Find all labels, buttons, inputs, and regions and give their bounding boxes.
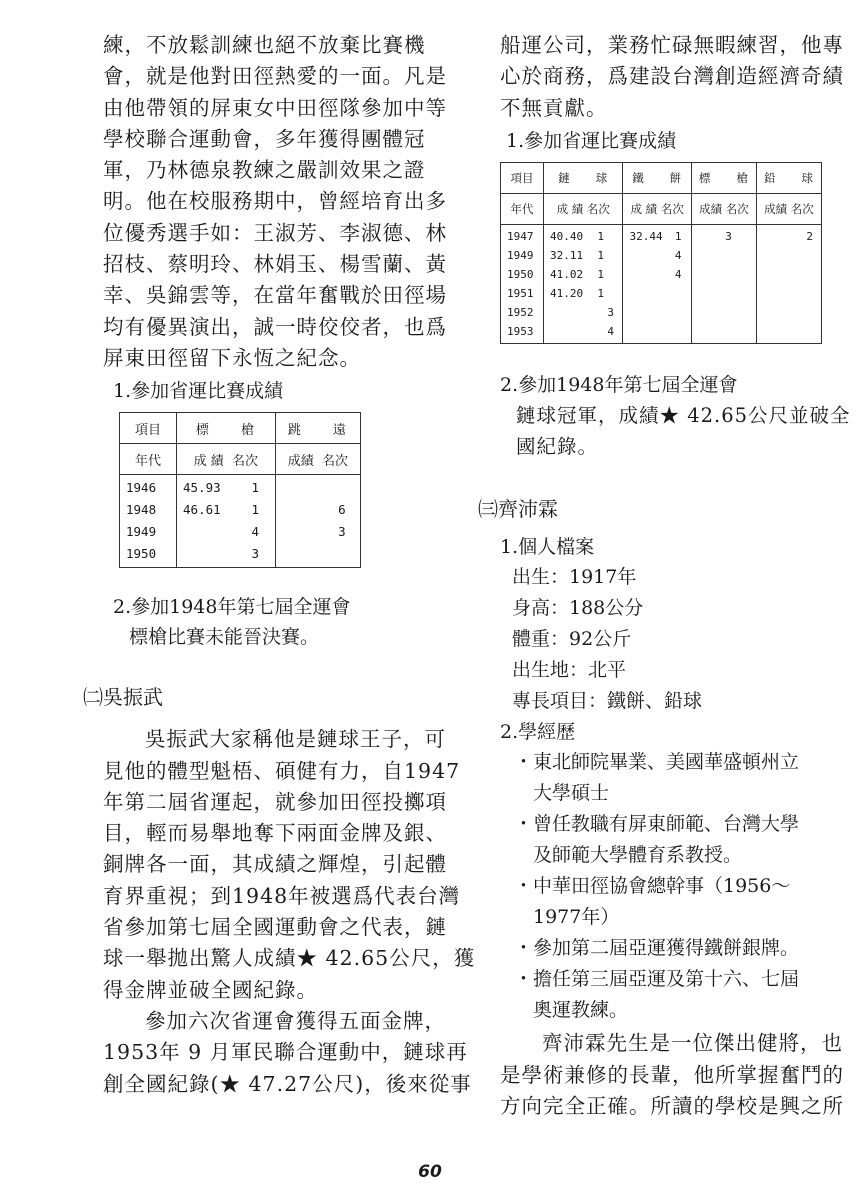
score-cell: 41.20 xyxy=(550,286,584,300)
text-line: 參加六次省運會獲得五面金牌， xyxy=(145,1008,446,1033)
rank-cell: 3 xyxy=(338,524,346,540)
year-cell: 1950 xyxy=(507,267,534,281)
rank-cell: 1 xyxy=(597,229,604,243)
results-table-lin xyxy=(119,412,361,568)
rank-cell: 1 xyxy=(251,480,259,496)
table-body xyxy=(501,224,822,343)
year-cell: 1951 xyxy=(507,286,534,300)
text-line: 不無貢獻。 xyxy=(500,95,608,120)
rank-cell: 1 xyxy=(597,248,604,262)
text-line: 會，就是他對田徑熱愛的一面。凡是 xyxy=(103,64,447,89)
subheader-score-rank: 成 績 名次 xyxy=(544,193,623,224)
subheader-score-rank: 成績 名次 xyxy=(275,444,360,475)
paragraph-wu-records xyxy=(103,1006,472,1100)
javelin-column xyxy=(691,224,756,343)
rank-cell: 4 xyxy=(251,524,259,540)
header-item: 項目 xyxy=(120,413,177,444)
header-shot-put: 鉛 球 xyxy=(756,162,821,193)
score-cell: 46.61 xyxy=(183,502,221,518)
text-line: 銅牌各一面，其成績之輝煌，引起體 xyxy=(103,852,447,877)
discus-column xyxy=(623,224,691,343)
subheading-career: 2.學經歷 xyxy=(500,721,576,744)
header-long-jump: 跳 遠 xyxy=(275,413,360,444)
score-cell: 45.93 xyxy=(183,480,221,496)
header-javelin: 標 槍 xyxy=(691,162,756,193)
year-cell: 1949 xyxy=(126,524,157,540)
section-heading-qi-peilin: ㈢齊沛霖 xyxy=(478,497,558,522)
table-subheader-row xyxy=(501,193,822,224)
text-line: 由他帶領的屏東女中田徑隊參加中等 xyxy=(103,95,447,120)
rank-cell: 2 xyxy=(806,229,813,243)
subheader-year: 年代 xyxy=(120,444,177,475)
table-header-row xyxy=(120,413,361,444)
javelin-column xyxy=(177,475,276,568)
career-item: 及師範大學體育系教授。 xyxy=(514,844,743,867)
paragraph-lin-dequan xyxy=(103,30,447,374)
paragraph-wu-zhenwu xyxy=(103,724,476,1006)
career-item: ・東北師院畢業、美國華盛頓州立 xyxy=(514,751,800,774)
year-cell: 1953 xyxy=(507,324,534,338)
subheader-score-rank: 成績 名次 xyxy=(691,193,756,224)
year-column xyxy=(501,224,544,343)
text-line: 心於商務，爲建設台灣創造經濟奇績 xyxy=(500,64,844,89)
text-line: 招枝、蔡明玲、林娟玉、楊雪蘭、黃 xyxy=(103,252,447,277)
rank-cell: 1 xyxy=(674,229,682,243)
rank-cell: 1 xyxy=(251,502,259,518)
year-cell: 1946 xyxy=(126,480,157,496)
paragraph-qi-peilin xyxy=(500,1028,844,1122)
table-subheader-row xyxy=(120,444,361,475)
text-line: 練，不放鬆訓練也絕不放棄比賽機 xyxy=(103,33,426,57)
subheading-provincial-results: 1.參加省運比賽成績 xyxy=(113,380,284,403)
header-item: 項目 xyxy=(501,162,544,193)
results-table-wu xyxy=(500,162,822,344)
text-line: 齊沛霖先生是一位傑出健將，也 xyxy=(542,1031,843,1056)
career-list xyxy=(514,747,820,1026)
text-line: 吳振武大家稱他是鏈球王子，可 xyxy=(145,727,446,752)
year-cell: 1948 xyxy=(126,502,157,518)
subheading-profile: 1.個人檔案 xyxy=(500,536,595,559)
text-line: 目，輕而易舉地奪下兩面金牌及銀、 xyxy=(103,821,447,846)
text-line: 創全國紀錄(★ 47.27公尺)，後來從事 xyxy=(103,1071,472,1096)
rank-cell: 4 xyxy=(674,267,682,281)
rank-cell: 3 xyxy=(725,229,732,243)
rank-cell: 1 xyxy=(597,286,604,300)
page-number: 60 xyxy=(418,1162,442,1182)
profile-list xyxy=(512,562,820,717)
header-discus: 鐵 餅 xyxy=(623,162,691,193)
text-line: 省參加第七屆全國運動會之代表，鏈 xyxy=(103,915,447,940)
text-line: 幸、吳錦雲等，在當年奮戰於田徑場 xyxy=(103,283,447,308)
text-line: 軍，乃林德泉教練之嚴訓效果之證 xyxy=(103,158,426,183)
text-line: 是學術兼修的長輩，他所掌握奮鬥的 xyxy=(500,1062,844,1087)
career-item: ・擔任第三屆亞運及第十六、七屆 xyxy=(514,968,800,991)
profile-weight: 體重：92公斤 xyxy=(512,628,632,651)
paragraph-wu-continued xyxy=(500,30,844,124)
text-line: 球一舉拋出驚人成績★ 42.65公尺，獲 xyxy=(103,946,476,971)
subheader-score-rank: 成 績 名次 xyxy=(177,444,276,475)
text-line: 位優秀選手如：王淑芳、李淑德、林 xyxy=(103,220,447,245)
year-column xyxy=(120,475,177,568)
text-line: 鏈球冠軍，成績★ 42.65公尺並破全 xyxy=(516,403,851,427)
rank-cell: 3 xyxy=(251,546,259,562)
rank-cell: 3 xyxy=(607,305,614,319)
profile-birthplace: 出生地：北平 xyxy=(512,659,627,682)
national-games-result: 標槍比賽未能晉決賽。 xyxy=(129,626,320,649)
left-column xyxy=(83,30,476,1100)
career-item: ・中華田徑協會總幹事（1956～ xyxy=(514,875,791,898)
subheading-national-games: 2.參加1948年第七屆全運會 xyxy=(500,373,738,396)
text-line: 明。他在校服務期中，曾經培育出多 xyxy=(103,189,447,214)
career-item: 大學碩士 xyxy=(514,782,610,805)
text-line: 1953年 9 月軍民聯合運動中，鏈球再 xyxy=(103,1040,468,1065)
header-javelin: 標 槍 xyxy=(177,413,276,444)
rank-cell: 1 xyxy=(597,267,604,281)
text-line: 均有優異演出，誠一時佼佼者，也爲 xyxy=(103,314,447,339)
text-line: 年第二屆省運起，就參加田徑投擲項 xyxy=(103,789,447,814)
text-line: 方向完全正確。所讀的學校是興之所 xyxy=(500,1094,844,1119)
subheader-year: 年代 xyxy=(501,193,544,224)
score-cell: 40.40 xyxy=(550,229,584,243)
table-header-row xyxy=(501,162,822,193)
profile-specialty: 專長項目：鐵餅、鉛球 xyxy=(512,690,703,713)
text-line: 船運公司，業務忙碌無暇練習，他專 xyxy=(500,33,844,57)
subheading-provincial-results: 1.參加省運比賽成績 xyxy=(506,129,677,152)
rank-cell: 4 xyxy=(607,324,614,338)
year-cell: 1950 xyxy=(126,546,157,562)
score-cell: 32.44 xyxy=(629,229,663,243)
text-line: 國紀錄。 xyxy=(516,435,599,459)
score-cell: 41.02 xyxy=(550,267,584,281)
table-body xyxy=(120,475,361,568)
career-item: ・參加第二屆亞運獲得鐵餅銀牌。 xyxy=(514,937,800,960)
right-column xyxy=(478,30,851,1122)
text-line: 見他的體型魁梧、碩健有力，自1947 xyxy=(103,758,461,783)
year-cell: 1949 xyxy=(507,248,534,262)
text-line: 屏東田徑留下永恆之紀念。 xyxy=(103,345,361,370)
career-item: 1977年） xyxy=(514,906,620,929)
long-jump-column xyxy=(275,475,360,568)
rank-cell: 6 xyxy=(338,502,346,518)
subheader-score-rank: 成 績 名次 xyxy=(623,193,691,224)
profile-height: 身高：188公分 xyxy=(512,597,644,620)
header-hammer: 鏈 球 xyxy=(544,162,623,193)
text-line: 學校聯合運動會，多年獲得團體冠 xyxy=(103,126,426,151)
subheader-score-rank: 成績 名次 xyxy=(756,193,821,224)
text-line: 得金牌並破全國紀錄。 xyxy=(103,977,318,1002)
rank-cell: 4 xyxy=(674,248,682,262)
hammer-column xyxy=(544,224,623,343)
year-cell: 1952 xyxy=(507,305,534,319)
career-item: 奧運教練。 xyxy=(514,999,629,1022)
text-line: 育界重視；到1948年被選爲代表台灣 xyxy=(103,883,461,908)
score-cell: 32.11 xyxy=(550,248,584,262)
shot-put-column xyxy=(756,224,821,343)
national-games-result xyxy=(516,400,851,463)
career-item: ・曾任教職有屏東師範、台灣大學 xyxy=(514,813,800,836)
section-heading-wu-zhenwu: ㈡吳振武 xyxy=(83,685,163,710)
year-cell: 1947 xyxy=(507,229,534,243)
subheading-national-games: 2.參加1948年第七屆全運會 xyxy=(113,596,351,619)
profile-birth: 出生：1917年 xyxy=(512,566,637,589)
